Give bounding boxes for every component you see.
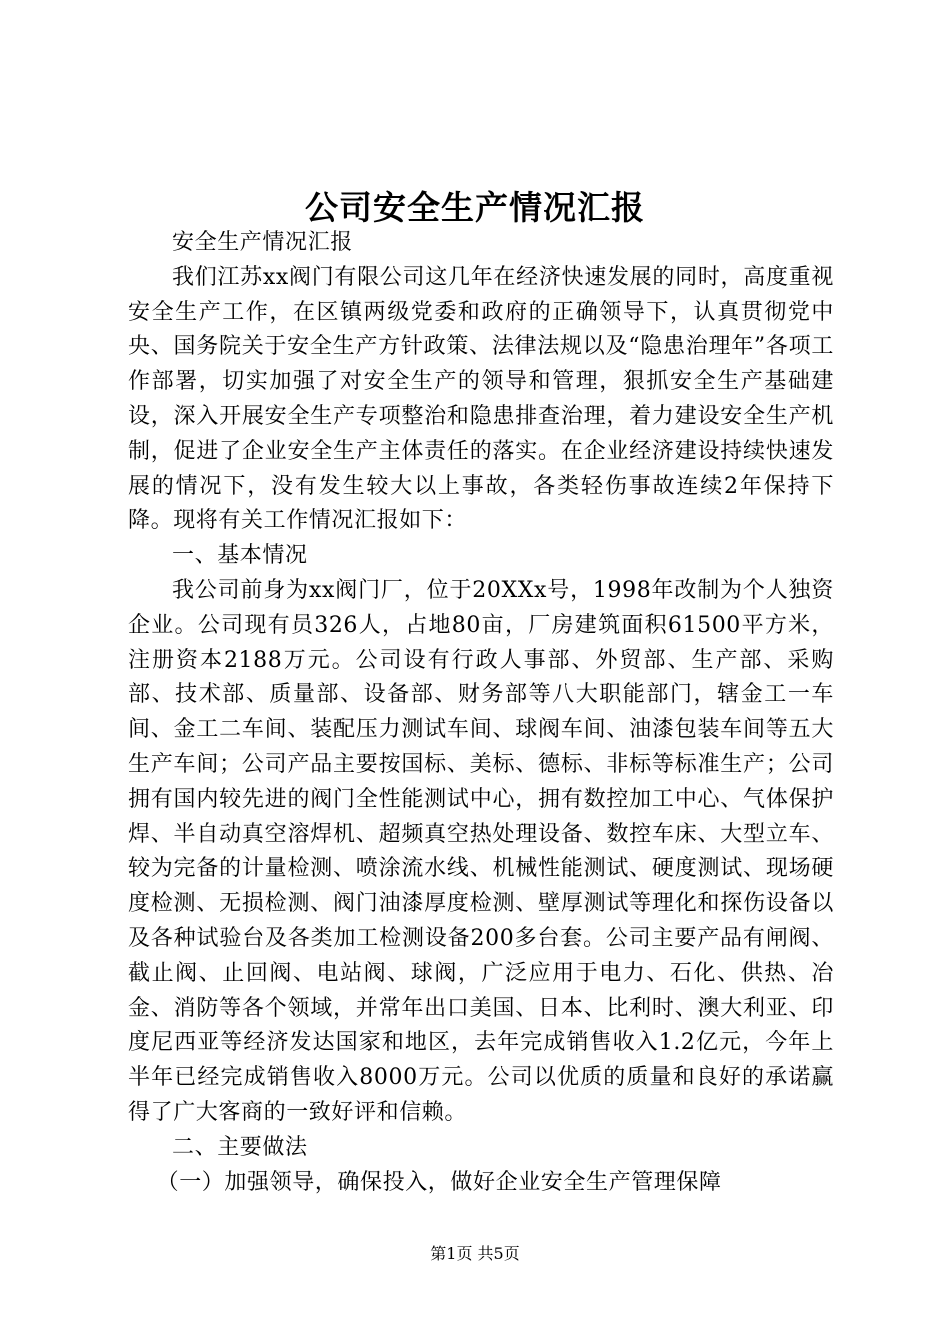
section-heading-main-practices: 二、主要做法 bbox=[172, 1134, 308, 1160]
document-body bbox=[128, 226, 834, 1200]
section-heading-basic-situation: 一、基本情况 bbox=[172, 543, 308, 569]
document-title: 公司安全生产情况汇报 bbox=[305, 188, 645, 227]
subsection-heading-leadership: （一）加强领导，确保投入，做好企业安全生产管理保障 bbox=[156, 1169, 722, 1195]
paragraph-subtitle: 安全生产情况汇报 bbox=[172, 230, 353, 255]
page-footer: 第1页 共5页 bbox=[430, 1244, 520, 1263]
paragraph-basic-situation: 我公司前身为xx阀门厂，位于20XXx号，1998年改制为个人独资企业。公司现有员326人，占地80亩，厂房建筑面积61500平方米，注册资本2188万元。公司设有行政人事部、外贸部、生产部、采购部、技术部、质量部、设备部、财务部等八大职能部门，辖金工一车间、金工二车间、装配压力测试车间、球阀车间、油漆包装车间等五大生产车间；公司产品主要按国标、美标、德标、非标等标准生产；公司拥有国内较先进的阀门全性能测试中心，拥有数控加工中心、气体保护焊、半自动真空溶焊机、超频真空热处理设备、数控车床、大型立车、较为完备的计量检测、喷涂流水线、机械性能测试、硬度测试、现场硬度检测、无损检测、阀门油漆厚度检测、壁厚测试等理化和探伤设备以及各种试验台及各类加工检测设备200多台套。公司主要产品有闸阀、截止阀、止回阀、电站阀、球阀，广泛应用于电力、石化、供热、冶金、消防等各个领域，并常年出口美国、日本、比利时、澳大利亚、印度尼西亚等经济发达国家和地区，去年完成销售收入1.2亿元，今年上半年已经完成销售收入8000万元。公司以优质的质量和良好的承诺赢得了广大客商的一致好评和信赖。 bbox=[128, 577, 834, 1125]
paragraph-intro: 我们江苏xx阀门有限公司这几年在经济快速发展的同时，高度重视安全生产工作，在区镇两级党委和政府的正确领导下，认真贯彻党中央、国务院关于安全生产方针政策、法律法规以及“隐患治理年”各项工作部署，切实加强了对安全生产的领导和管理，狠抓安全生产基础建设，深入开展安全生产专项整治和隐患排查治理，着力建设安全生产机制，促进了企业安全生产主体责任的落实。在企业经济建设持续快速发展的情况下，没有发生较大以上事故，各类轻伤事故连续2年保持下降。现将有关工作情况汇报如下： bbox=[128, 264, 834, 534]
